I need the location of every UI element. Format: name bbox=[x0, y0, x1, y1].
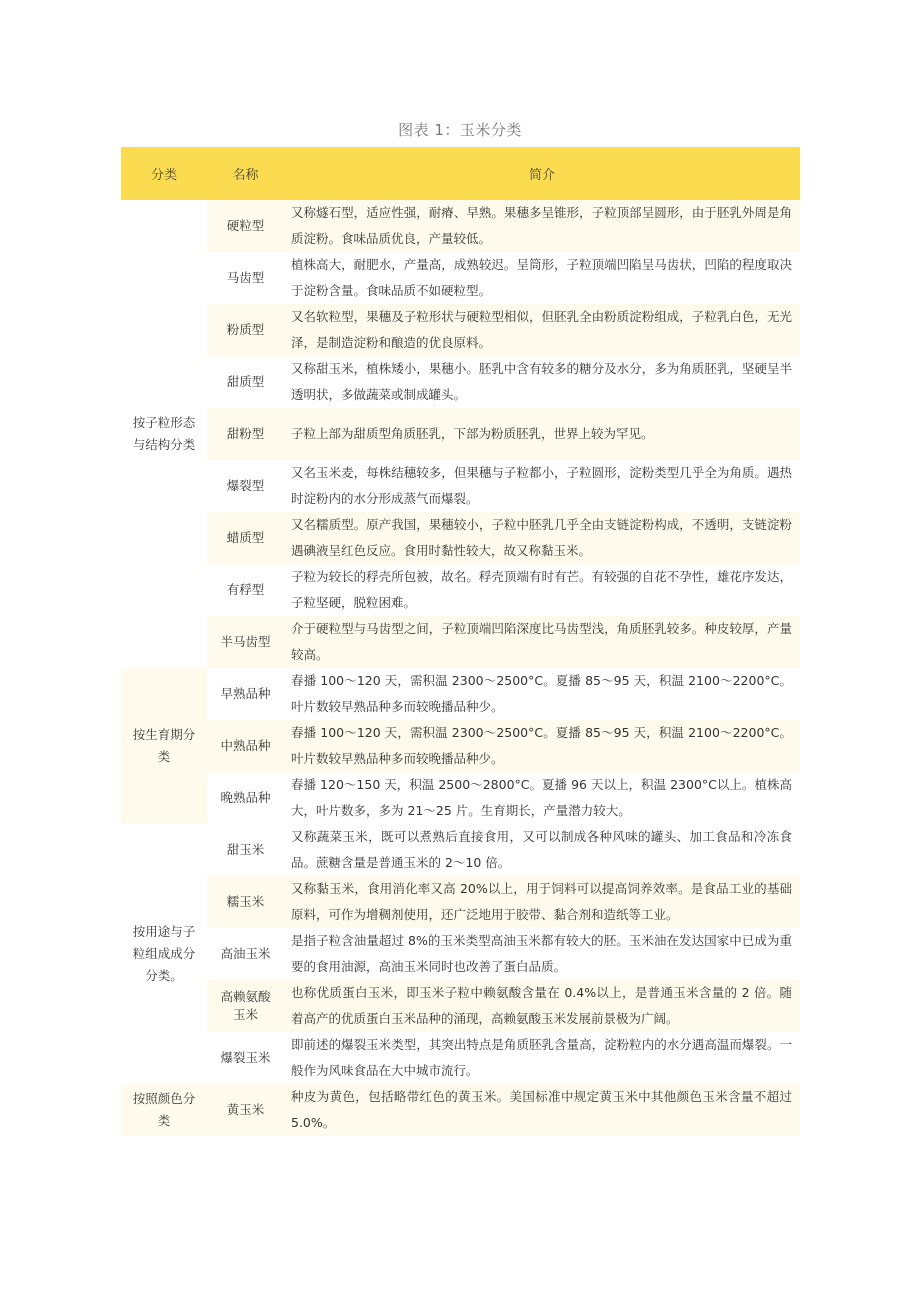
variety-description: 又称甜玉米，植株矮小，果穗小。胚乳中含有较多的糖分及水分，多为角质胚乳，坚硬呈半透明状，多做蔬菜或制成罐头。 bbox=[284, 356, 800, 408]
table-row bbox=[121, 356, 800, 408]
variety-description: 种皮为黄色，包括略带红色的黄玉米。美国标准中规定黄玉米中其他颜色玉米含量不超过 5.0%。 bbox=[284, 1084, 800, 1136]
category-cell bbox=[121, 668, 207, 824]
variety-name: 黄玉米 bbox=[207, 1084, 284, 1136]
table-row bbox=[121, 876, 800, 928]
variety-name: 甜粉型 bbox=[207, 408, 284, 460]
category-label-line: 按照颜色分 bbox=[132, 1091, 196, 1106]
table-row bbox=[121, 616, 800, 668]
variety-description: 又称蔬菜玉米，既可以煮熟后直接食用，又可以制成各种风味的罐头、加工食品和冷冻食品。蔗糖含量是普通玉米的 2～10 倍。 bbox=[284, 824, 800, 876]
variety-name: 甜质型 bbox=[207, 356, 284, 408]
variety-description: 又称燧石型，适应性强，耐瘠、早熟。果穗多呈锥形，子粒顶部呈圆形，由于胚乳外周是角质淀粉。食味品质优良，产量较低。 bbox=[284, 200, 800, 252]
variety-name: 甜玉米 bbox=[207, 824, 284, 876]
variety-name: 马齿型 bbox=[207, 252, 284, 304]
table-row bbox=[121, 668, 800, 720]
variety-description: 春播 120～150 天，积温 2500～2800°C。夏播 96 天以上，积温 2300°C以上。植株高大，叶片数多，多为 21～25 片。生育期长，产量潜力较大。 bbox=[284, 772, 800, 824]
header-category: 分类 bbox=[121, 147, 207, 200]
variety-description: 子粒为较长的稃壳所包被，故名。稃壳顶端有时有芒。有较强的自花不孕性，雄花序发达，子粒坚硬，脱粒困难。 bbox=[284, 564, 800, 616]
variety-name: 早熟品种 bbox=[207, 668, 284, 720]
category-cell bbox=[121, 1084, 207, 1136]
variety-description: 即前述的爆裂玉米类型，其突出特点是角质胚乳含量高，淀粉粒内的水分遇高温而爆裂。一般作为风味食品在大中城市流行。 bbox=[284, 1032, 800, 1084]
table-row bbox=[121, 512, 800, 564]
table-row bbox=[121, 928, 800, 980]
variety-name bbox=[207, 980, 284, 1032]
category-label-line: 类 bbox=[157, 749, 171, 764]
category-label-line: 类 bbox=[157, 1113, 171, 1128]
variety-name: 糯玉米 bbox=[207, 876, 284, 928]
category-cell bbox=[121, 824, 207, 1084]
variety-description: 又称黏玉米，食用消化率又高 20%以上，用于饲料可以提高饲养效率。是食品工业的基础原料，可作为增稠剂使用，还广泛地用于胶带、黏合剂和造纸等工业。 bbox=[284, 876, 800, 928]
variety-name: 有稃型 bbox=[207, 564, 284, 616]
variety-description: 春播 100～120 天，需积温 2300～2500°C。夏播 85～95 天，积温 2100～2200°C。叶片数较早熟品种多而较晚播品种少。 bbox=[284, 720, 800, 772]
variety-name: 粉质型 bbox=[207, 304, 284, 356]
table-row bbox=[121, 564, 800, 616]
table-row bbox=[121, 304, 800, 356]
variety-description: 也称优质蛋白玉米，即玉米子粒中赖氨酸含量在 0.4%以上，是普通玉米含量的 2 倍。随着高产的优质蛋白玉米品种的涌现，高赖氨酸玉米发展前景极为广阔。 bbox=[284, 980, 800, 1032]
table-row bbox=[121, 824, 800, 876]
table-row bbox=[121, 252, 800, 304]
header-description: 简介 bbox=[284, 147, 800, 200]
variety-name: 晚熟品种 bbox=[207, 772, 284, 824]
variety-description: 植株高大，耐肥水，产量高，成熟较迟。呈筒形，子粒顶端凹陷呈马齿状，凹陷的程度取决于淀粉含量。食味品质不如硬粒型。 bbox=[284, 252, 800, 304]
variety-name: 爆裂玉米 bbox=[207, 1032, 284, 1084]
variety-description: 子粒上部为甜质型角质胚乳，下部为粉质胚乳，世界上较为罕见。 bbox=[284, 408, 800, 460]
variety-description: 又名玉米麦，每株结穗较多，但果穗与子粒都小，子粒圆形，淀粉类型几乎全为角质。遇热时淀粉内的水分形成蒸气而爆裂。 bbox=[284, 460, 800, 512]
variety-description: 春播 100～120 天，需积温 2300～2500°C。夏播 85～95 天，积温 2100～2200°C。叶片数较早熟品种多而较晚播品种少。 bbox=[284, 668, 800, 720]
category-cell bbox=[121, 200, 207, 668]
variety-name: 高油玉米 bbox=[207, 928, 284, 980]
category-label-line: 按用途与子 bbox=[132, 924, 196, 939]
table-row bbox=[121, 1084, 800, 1136]
category-label-line: 按子粒形态 bbox=[132, 415, 196, 430]
variety-name: 硬粒型 bbox=[207, 200, 284, 252]
variety-description: 介于硬粒型与马齿型之间，子粒顶端凹陷深度比马齿型浅，角质胚乳较多。种皮较厚，产量较高。 bbox=[284, 616, 800, 668]
table-row bbox=[121, 1032, 800, 1084]
category-label-line: 分类。 bbox=[145, 968, 183, 983]
header-name: 名称 bbox=[207, 147, 284, 200]
table-header-row bbox=[121, 147, 800, 200]
category-label-line: 按生育期分 bbox=[132, 727, 196, 742]
table-row bbox=[121, 980, 800, 1032]
variety-name: 爆裂型 bbox=[207, 460, 284, 512]
category-label-line: 粒组成成分 bbox=[132, 946, 196, 961]
variety-description: 是指子粒含油量超过 8%的玉米类型高油玉米都有较大的胚。玉米油在发达国家中已成为重要的食用油源，高油玉米同时也改善了蛋白品质。 bbox=[284, 928, 800, 980]
variety-name: 中熟品种 bbox=[207, 720, 284, 772]
variety-name-line: 玉米 bbox=[232, 1007, 258, 1022]
corn-classification-table bbox=[121, 147, 800, 1136]
category-label-line: 与结构分类 bbox=[132, 437, 196, 452]
table-caption: 图表 1：玉米分类 bbox=[398, 121, 522, 139]
variety-description: 又名糯质型。原产我国，果穗较小，子粒中胚乳几乎全由支链淀粉构成，不透明，支链淀粉遇碘液呈红色反应。食用时黏性较大，故又称黏玉米。 bbox=[284, 512, 800, 564]
variety-description: 又名软粒型，果穗及子粒形状与硬粒型相似，但胚乳全由粉质淀粉组成，子粒乳白色，无光泽，是制造淀粉和酿造的优良原料。 bbox=[284, 304, 800, 356]
table-row bbox=[121, 772, 800, 824]
variety-name-line: 高赖氨酸 bbox=[220, 989, 271, 1004]
table-row bbox=[121, 720, 800, 772]
table-row bbox=[121, 460, 800, 512]
variety-name: 半马齿型 bbox=[207, 616, 284, 668]
variety-name: 蜡质型 bbox=[207, 512, 284, 564]
table-row bbox=[121, 200, 800, 252]
table-row bbox=[121, 408, 800, 460]
